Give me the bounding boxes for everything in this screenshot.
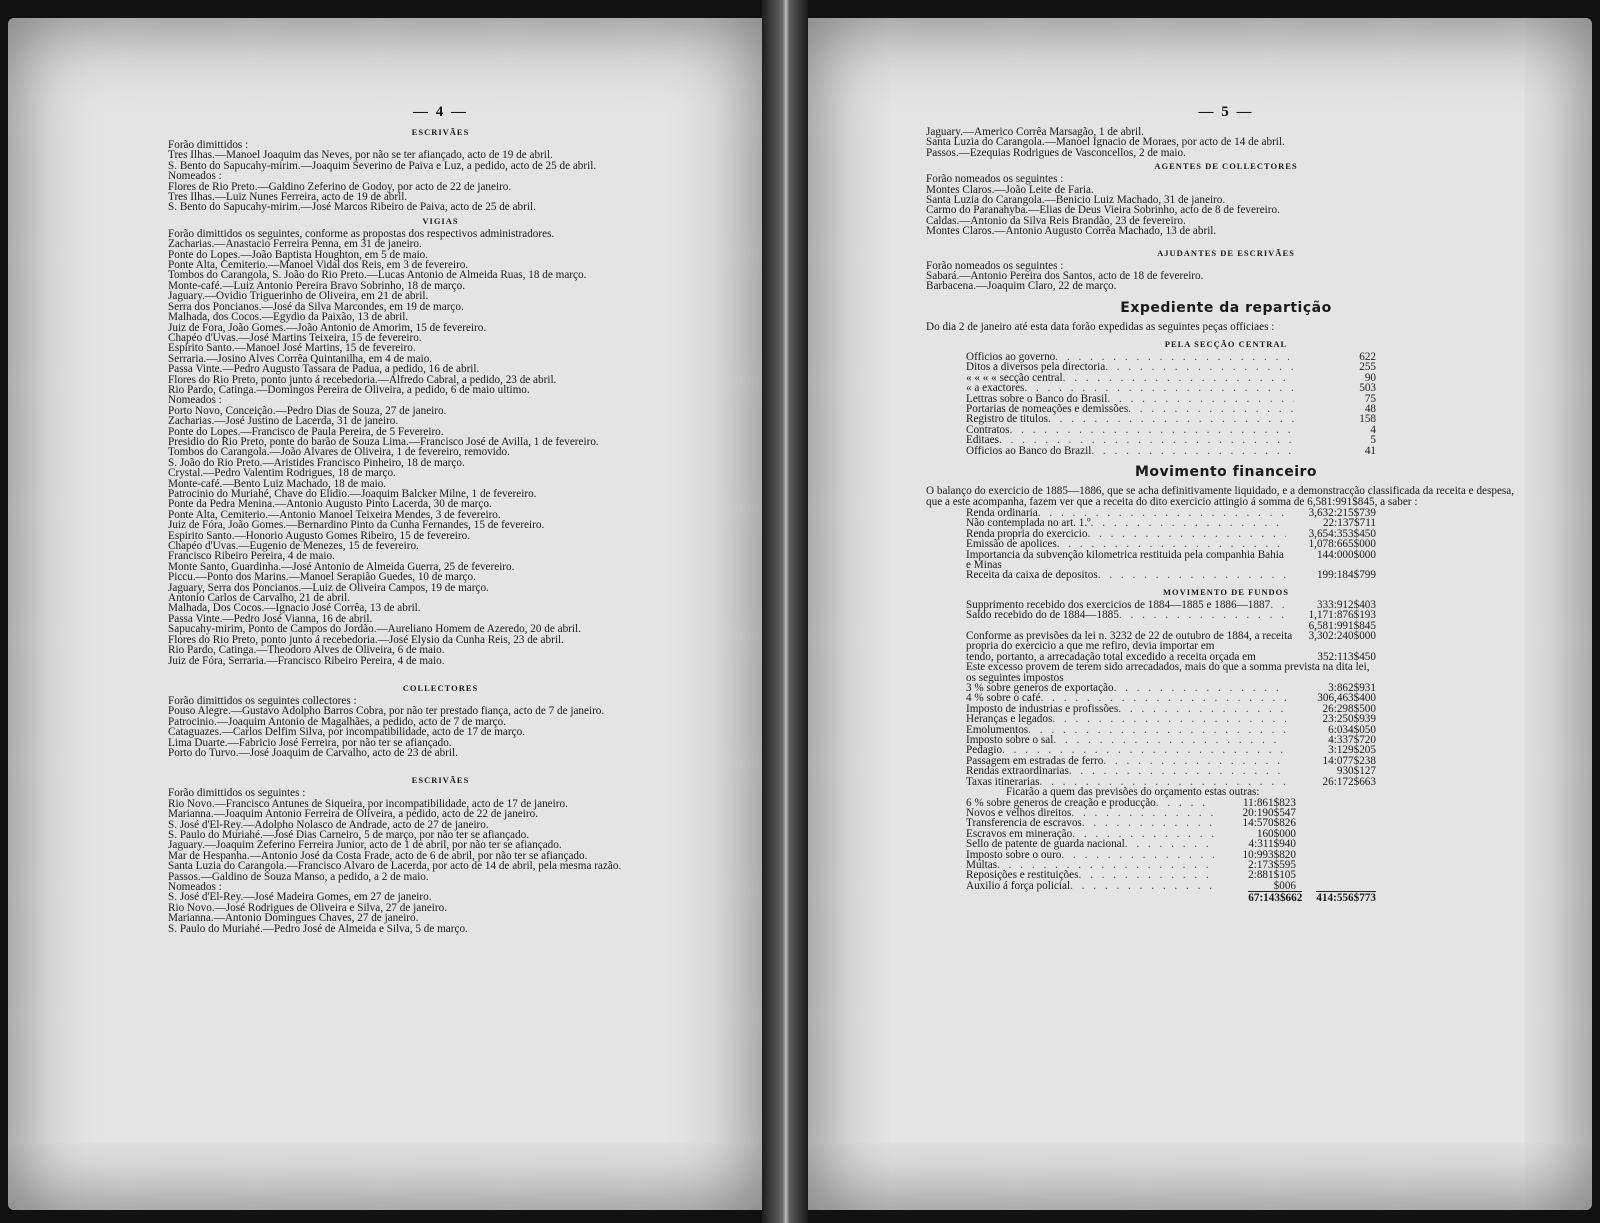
text-line: Malhada, dos Cocos.—Egydio da Paixão, 13 de abril. (168, 311, 409, 324)
text-line: Patrocinio.—Joaquim Antonio de Magalhães, a pedido, acto de 7 de março. (168, 715, 507, 728)
section-collectores (168, 696, 713, 758)
text-line: Passa Vinte.—Pedro José Vianna, 16 de abril. (168, 612, 373, 625)
row-value: 41 (1364, 444, 1376, 457)
leader-dots (1087, 529, 1286, 539)
row-value: 4:337$720 (1328, 734, 1376, 747)
text-line: Mar de Hespanha.—Antonio José da Costa Frade, acto de 6 de abril, por não ter se afiançado. (168, 849, 588, 862)
text-line: Santa Luzia do Carangola.—Benicio Luiz Machado, 31 de janeiro. (926, 194, 1226, 207)
row-value: 2:173$595 (1248, 858, 1296, 871)
row-value: 1,171:876$193 (1308, 609, 1376, 622)
table-row (966, 446, 1376, 456)
row-label: Emolumentos (966, 723, 1029, 736)
row-value: 23:250$939 (1322, 713, 1376, 726)
row-value: 6:034$050 (1328, 723, 1376, 736)
row-label: « « « « secção central (966, 371, 1063, 384)
section-escrivaes-1 (168, 140, 713, 213)
text-line: Santa Luzia do Carangola.—Francisco Alvaro de Lacerda, por acto de 14 de abril, pela mesma razão. (168, 860, 622, 873)
text-line: Ponte da Pedra Menina.—Antonio Augusto Pinto Lacerda, 30 de março. (168, 498, 492, 511)
row-label: « a exactores (966, 382, 1025, 395)
section-escrivaes-2 (168, 788, 713, 934)
row-label: Multas (966, 858, 998, 871)
text-line: Marianna.—Antonio Domingues Chaves, 27 de janeiro. (168, 912, 419, 925)
row-label: Imposto de industrias e profissões (966, 702, 1119, 715)
row-label: Portarias de nomeações e demissões (966, 402, 1129, 415)
leader-dots (1048, 414, 1294, 424)
row-label: Ditos a diversos pela directoria (966, 361, 1106, 374)
page-right-content (926, 104, 1526, 904)
row-label: Officios ao governo (966, 350, 1056, 363)
text-line: Monte-café.—Luiz Antonio Pereira Bravo Sobrinho, 18 de março. (168, 279, 466, 292)
row-label: Saldo recebido do de 1884—1885 (966, 609, 1119, 622)
table-row (966, 735, 1376, 745)
section-continued (926, 127, 1526, 158)
section-heading: AGENTES DE COLLECTORES (1154, 161, 1298, 172)
row-label: Lettras sobre o Banco do Brasil (966, 392, 1108, 405)
row-value: 14:077$238 (1322, 754, 1376, 767)
row-label: Renda propria do exercicio (966, 527, 1088, 540)
row-value: 10:993$820 (1242, 848, 1296, 861)
row-label: Taxas itinerarias (966, 775, 1040, 788)
text-line: Francisco Ribeiro Pereira, 4 de maio. (168, 550, 335, 563)
row-value: 3,632:215$739 (1308, 506, 1376, 519)
leader-dots (1103, 756, 1286, 766)
row-label: 4 % sobre o café (966, 692, 1041, 705)
row-value: 20:190$547 (1242, 806, 1296, 819)
row-value: 160$000 (1256, 827, 1296, 840)
leader-dots (1118, 704, 1286, 714)
text-line: Espirito Santo.—Manoel José Martins, 15 de fevereiro. (168, 342, 416, 355)
row-value: 306,463$400 (1317, 692, 1376, 705)
row-value: 26:172$663 (1322, 775, 1376, 788)
leader-dots (1061, 850, 1214, 860)
text-line: Antonio Carlos de Carvalho, 21 de abril. (168, 592, 351, 605)
row-value: 48 (1364, 402, 1376, 415)
page-left-content (168, 104, 713, 934)
expediente-heading: Expediente da repartição (1120, 299, 1332, 316)
page-number: — 5 — (1198, 104, 1254, 120)
table-row (966, 850, 1296, 860)
text-line: Forão dimittidos os seguintes collectores : (168, 694, 357, 707)
leader-dots (1114, 683, 1286, 693)
row-label: Imposto sobre o sal (966, 734, 1054, 747)
row-value: 1,078:665$000 (1308, 538, 1376, 551)
aquem-text: Ficarão a quem das previsões do orçamento estas outras: (1006, 786, 1260, 799)
text-line: Ponte do Lopes.—João Baptista Houghton, em 5 de maio. (168, 248, 429, 261)
row-value: 6,581:991$845 (1308, 619, 1376, 632)
row-label: Emissão de apolices (966, 538, 1057, 551)
leader-dots (1053, 735, 1286, 745)
row-value: 333:912$403 (1316, 598, 1376, 611)
row-value: $006 (1273, 879, 1296, 892)
aquem-table (966, 798, 1296, 892)
text-line: Pouso Alegre.—Gustavo Adolpho Barros Cobra, por não ter prestado fiança, acto de 7 de janeiro. (168, 705, 605, 718)
section-ajudantes (926, 261, 1526, 292)
receita-table (966, 508, 1376, 581)
row-value: 26:298$500 (1322, 702, 1376, 715)
text-line: S. João do Rio Preto.—Aristides Francisco Pinheiro, 18 de março. (168, 456, 465, 469)
text-line: Monte Santo, Guardinha.—José Antonio de Almeida Guerra, 25 de fevereiro. (168, 560, 515, 573)
row-value: 75 (1364, 392, 1376, 405)
fundos-table (966, 600, 1376, 631)
row-label: Transferencia de escravos (966, 817, 1082, 830)
row-value: 22:137$711 (1322, 517, 1376, 530)
excesso-text: Este excesso provem de terem sido arrecadados, mais do que a somma prevista na dita lei, os seguintes impostos (966, 661, 1370, 684)
leader-dots (1057, 539, 1286, 549)
table-row (966, 881, 1296, 891)
text-line: Piccu.—Ponto dos Marins.—Manoel Serapião Guedes, 10 de março. (168, 571, 476, 584)
text-line: Tres Ilhas.—Luiz Nunes Ferreira, acto de 19 de abril. (168, 191, 408, 204)
text-line: Forão dimittidos os seguintes, conforme as propostas dos respectivos administradores. (168, 227, 555, 240)
text-line: Jaguary, Serra dos Poncianos.—Luiz de Oliveira Campos, 19 de março. (168, 581, 489, 594)
leader-dots (1070, 881, 1214, 891)
text-line: Chapéo d'Uvas.—Eugenio de Menezes, 15 de fevereiro. (168, 540, 419, 553)
text-line: S. Paulo do Muriahé.—José Dias Carneiro, 5 de março, por não ter se afiançado. (168, 828, 530, 841)
row-value: 930$127 (1336, 765, 1376, 778)
book-gutter (762, 0, 808, 1223)
table-row (966, 539, 1376, 549)
leader-dots (1010, 425, 1294, 435)
text-line: Porto Novo, Conceição.—Pedro Dias de Souza, 27 de janeiro. (168, 404, 447, 417)
leader-dots (1128, 404, 1294, 414)
text-line: Forão nomeados os seguintes : (926, 173, 1064, 186)
row-value: 90 (1364, 371, 1376, 384)
section-heading: PELA SECÇÃO CENTRAL (1164, 338, 1288, 349)
text-line: Cataguazes.—Carlos Delfim Silva, por incompatibilidade, acto de 17 de março. (168, 726, 525, 739)
row-label: Pedagio (966, 744, 1003, 757)
text-line: Porto do Turvo.—José Joaquim de Carvalho, acto de 23 de abril. (168, 746, 458, 759)
row-label: Passagem em estradas de ferro (966, 754, 1104, 767)
section-heading: COLLECTORES (402, 682, 479, 693)
text-line: S. Bento do Sapucahy-mirim.—José Marcos Ribeiro de Paiva, acto de 25 de abril. (168, 201, 536, 214)
text-line: Juiz de Fóra, Serraria.—Francisco Ribeiro Pereira, 4 de maio. (168, 654, 445, 667)
text-line: Monte-café.—Bento Luiz Machado, 18 de maio. (168, 477, 387, 490)
text-line: Zacharias.—Anastacio Ferreira Penna, em 31 de janeiro. (168, 238, 422, 251)
text-line: Forão nomeados os seguintes : (926, 259, 1064, 272)
leader-dots (999, 435, 1294, 445)
movimento-heading: Movimento financeiro (1134, 463, 1318, 480)
leader-dots (1125, 839, 1214, 849)
text-line: S. Paulo do Muriahé.—Pedro José de Almeida e Silva, 5 de março. (168, 922, 468, 935)
text-line: Juiz de Fóra, João Gomes.—Bernardino Pinto da Cunha Fernandes, 15 de fevereiro. (168, 519, 545, 532)
seccao-table (966, 352, 1376, 456)
table-row (966, 383, 1376, 393)
leader-dots (1078, 870, 1214, 880)
table-row (966, 373, 1376, 383)
text-line: Montes Claros.—Antonio Augusto Corrêa Machado, 13 de abril. (926, 225, 1217, 238)
row-value: 199:184$799 (1316, 569, 1376, 582)
section-agentes (926, 174, 1526, 236)
row-value: 3,654:353$450 (1308, 527, 1376, 540)
text-line: Rio Pardo, Catinga.—Theodoro Alves de Oliveira, 6 de maio. (168, 644, 445, 657)
row-label: Contratos (966, 423, 1010, 436)
leader-dots (1024, 383, 1294, 393)
total-b: 414:556$773 (1316, 892, 1376, 905)
row-value: 3:129$205 (1328, 744, 1376, 757)
leader-dots (1270, 600, 1286, 610)
row-label: Supprimento recebido dos exercicios de 1884—1885 e 1886—1887 (966, 598, 1271, 611)
leader-dots (1069, 766, 1286, 776)
movimento-intro: O balanço do exercicio de 1885—1886, que se acha definitivamente liquidado, e a demonstracção classificada da receita e despesa, que a este acompanha, fazem ver que a receita do dito exercicio attingio á somma de 6,581:991$845, a saber : (926, 484, 1515, 508)
leader-dots (1098, 570, 1286, 580)
text-line: Sabará.—Antonio Pereira dos Santos, acto de 18 de fevereiro. (926, 270, 1204, 283)
text-line: Juiz de Fora, João Gomes.—João Antonio de Amorim, 15 de fevereiro. (168, 321, 487, 334)
leader-dots (1119, 610, 1286, 620)
section-heading: AJUDANTES DE ESCRIVÃES (1157, 247, 1295, 258)
text-line: Flores de Rio Preto.—Galdino Zeferino de Godoy, por acto de 22 de janeiro. (168, 180, 512, 193)
table-row (966, 414, 1376, 424)
section-heading: MOVIMENTO DE FUNDOS (1162, 586, 1290, 597)
page-left (8, 18, 762, 1210)
row-value: 622 (1359, 350, 1376, 363)
text-line: Rio Novo.—José Rodrigues de Oliveira e Silva, 27 de janeiro. (168, 901, 448, 914)
text-line: S. José d'El-Rey.—Adolpho Nolasco de Andrade, acto de 27 de janeiro. (168, 818, 489, 831)
text-line: Malhada, Dos Cocos.—Ignacio José Corrêa, 13 de abril. (168, 602, 421, 615)
row-label: Auxilio á força policial (966, 879, 1071, 892)
row-value: 5 (1370, 434, 1376, 447)
text-line: Montes Claros.—João Leite de Faria. (926, 183, 1094, 196)
text-line: Nomeados : (168, 881, 222, 893)
row-label: 6 % sobre generos de creação e producção (966, 796, 1156, 809)
table-row (966, 425, 1376, 435)
text-line: Lima Duarte.—Fabricio José Ferreira, por não ter se afiançado. (168, 736, 452, 749)
text-line: Zacharias.—José Justino de Lacerda, 31 de janeiro. (168, 415, 399, 428)
text-line: Crystal.—Pedro Valentim Rodrigues, 18 de março. (168, 467, 396, 480)
excedido-row: tendo, portanto, a arrecadação total excedido a receita orçada em 352:113$450 (966, 650, 1376, 663)
row-label: Importancia da subvenção kilometrica restituida pela companhia Bahia e Minas (966, 548, 1284, 571)
row-label: Sello de patente de guarda nacional (966, 838, 1125, 851)
row-label: Imposto sobre o ouro (966, 848, 1062, 861)
row-value: 2:881$105 (1248, 869, 1296, 882)
row-value: 255 (1359, 361, 1376, 374)
row-value: 503 (1359, 382, 1376, 395)
leader-dots (1091, 446, 1294, 456)
text-line: Presidio do Rio Preto, ponte do barão de Souza Lima.—Francisco José de Avilla, 1 de fevereiro. (168, 435, 599, 448)
text-line: Jaguary.—Joaquim Zeferino Ferreira Junior, acto de 1 de abril, por não ter se afiançado. (168, 839, 562, 852)
row-value: 3:862$931 (1328, 682, 1376, 695)
impostos-table (966, 683, 1376, 787)
page-number: — 4 — (413, 104, 468, 120)
table-row (966, 570, 1376, 580)
text-line: Ponte Alta, Cemiterio.—Manoel Vidal dos Reis, em 3 de fevereiro. (168, 259, 469, 272)
text-line: Passa Vinte.—Pedro Augusto Tassara de Padua, a pedido, 16 de abril. (168, 363, 480, 376)
text-line: Forão dimittidos : (168, 139, 249, 151)
text-line: Barbacena.—Joaquim Claro, 22 de março. (926, 280, 1117, 293)
row-value: 144:000$000 (1316, 548, 1376, 561)
row-value: 4 (1370, 423, 1376, 436)
text-line: Nomeados : (168, 170, 222, 183)
expediente-intro: Do dia 2 de janeiro até esta data forão expedidas as seguintes peças officiaes : (926, 320, 1275, 333)
table-row (966, 550, 1376, 571)
text-line: Flores do Rio Preto, ponto junto á recebedoria.—Alfredo Cabral, a pedido, 23 de abril. (168, 373, 557, 386)
text-line: Passos.—Ezequias Rodrigues de Vasconcellos, 2 de maio. (926, 146, 1186, 159)
text-line: Jaguary.—Ovidio Triguerinho de Oliveira, em 21 de abril. (168, 290, 429, 303)
text-line: Serra dos Poncianos.—José da Silva Marcondes, em 19 de março. (168, 300, 464, 313)
text-line: Serraria.—Josino Alves Corrêa Quintanilha, em 4 de maio. (168, 352, 433, 365)
text-line: Passos.—Galdino de Souza Manso, a pedido, a 2 de maio. (168, 870, 429, 883)
previsoes-row: Conforme as previsões da lei n. 3232 de 22 de outubro de 1884, a receita propria do exercicio a que me refiro, devia importar em 3,302:240$000 (966, 630, 1376, 653)
row-label: Heranças e legados (966, 713, 1053, 726)
row-label: Receita da caixa de depositos (966, 569, 1098, 582)
text-line: Flores do Rio Preto, ponto junto á recebedoria.—José Elysio da Cunha Reis, 23 de abril. (168, 633, 564, 646)
leader-dots (1052, 714, 1286, 724)
row-value: 14:570$826 (1242, 817, 1296, 830)
text-line: Santa Luzia do Carangola.—Manoel Ignacio de Moraes, por acto de 14 de abril. (926, 136, 1285, 149)
text-line: Ponte Alta, Cemiterio.—Antonio Manoel Teixeira Mendes, 3 de fevereiro. (168, 508, 501, 521)
text-line: Chapéo d'Uvas.—José Martins Teixeira, 15 de fevereiro. (168, 331, 422, 344)
text-line: Tombos do Carangola.—João Alvares de Oliveira, 1 de fevereiro, removido. (168, 446, 510, 459)
leader-dots (1156, 798, 1214, 808)
text-line: Caldas.—Antonio da Silva Reis Brandão, 23 de fevereiro. (926, 214, 1186, 227)
text-line: Ponte do Lopes.—Francisco de Paula Pereira, de 5 Fevereiro. (168, 425, 444, 438)
row-label: 3 % sobre generos de exportação (966, 682, 1114, 695)
row-label: Editaes (966, 434, 999, 447)
text-line: Marianna.—Joaquim Antonio Ferreira de Oliveira, a pedido, acto de 22 de janeiro. (168, 808, 539, 821)
row-value: 4:311$940 (1248, 838, 1296, 851)
leader-dots (1063, 373, 1294, 383)
row-label: Registro de titulos (966, 413, 1049, 426)
leader-dots (1071, 808, 1214, 818)
leader-dots (1107, 394, 1294, 404)
table-row (966, 839, 1296, 849)
table-row (966, 435, 1376, 445)
row-value: 158 (1359, 413, 1376, 426)
page-right (808, 18, 1592, 1210)
leader-dots (1028, 725, 1286, 735)
text-line: Sapucahy-mirim, Ponto de Campos do Jordão.—Aureliano Homem de Azeredo, 20 de abril. (168, 623, 581, 636)
text-line: Rio Novo.—Francisco Antunes de Siqueira, por incompatibilidade, acto de 17 de janeiro. (168, 797, 568, 810)
leader-dots (1091, 518, 1286, 528)
row-value: 11:861$823 (1242, 796, 1296, 809)
row-label: Novos e velhos direitos (966, 806, 1072, 819)
row-label: Escravos em mineração (966, 827, 1073, 840)
row-label: Reposições e restituições (966, 869, 1079, 882)
text-line: Rio Pardo, Catinga.—Domingos Pereira de Oliveira, a pedido, 6 de maio ultimo. (168, 383, 530, 396)
leader-dots (1105, 362, 1294, 372)
text-line: Espirito Santo.—Honorio Augusto Gomes Ribeiro, 15 de fevereiro. (168, 529, 471, 542)
text-line: Tombos do Carangola, S. João do Rio Preto.—Lucas Antonio de Almeida Ruas, 18 de março. (168, 269, 587, 282)
section-heading: ESCRIVÃES (411, 775, 470, 786)
text-line: S. Bento do Sapucahy-mirim.—Joaquim Severino de Paiva e Luz, a pedido, acto de 25 de abril. (168, 159, 597, 172)
text-line: Jaguary.—Americo Corrêa Marsagão, 1 de abril. (926, 126, 1144, 138)
section-vigias (168, 229, 713, 666)
text-line: Forão dimittidos os seguintes : (168, 787, 306, 800)
section-heading: ESCRIVÃES (411, 127, 470, 137)
text-line: Patrocinio do Muriahé, Chave do Elidio.—Joaquim Balcker Milne, 1 de fevereiro. (168, 488, 537, 500)
total-a: 67:143$662 (1248, 892, 1303, 905)
text-line: Tres Ilhas.—Manoel Joaquim das Neves, por não se ter afiançado, acto de 19 de abril. (168, 149, 553, 162)
leader-dots (1082, 818, 1214, 828)
text-line: Nomeados : (168, 394, 222, 407)
text-line: S. José d'El-Rey.—José Madeira Gomes, em 27 de janeiro. (168, 891, 432, 904)
row-label: Renda ordinaria (966, 506, 1038, 519)
row-label: Rendas extraordinarias (966, 765, 1069, 778)
row-label: Officios ao Banco do Brazil (966, 444, 1092, 457)
row-label: Não contemplada no art. 1.º (966, 517, 1091, 530)
section-heading: VIGIAS (422, 215, 459, 226)
text-line: Carmo do Paranahyba.—Elias de Deus Vieira Sobrinho, acto de 8 de fevereiro. (926, 204, 1280, 217)
